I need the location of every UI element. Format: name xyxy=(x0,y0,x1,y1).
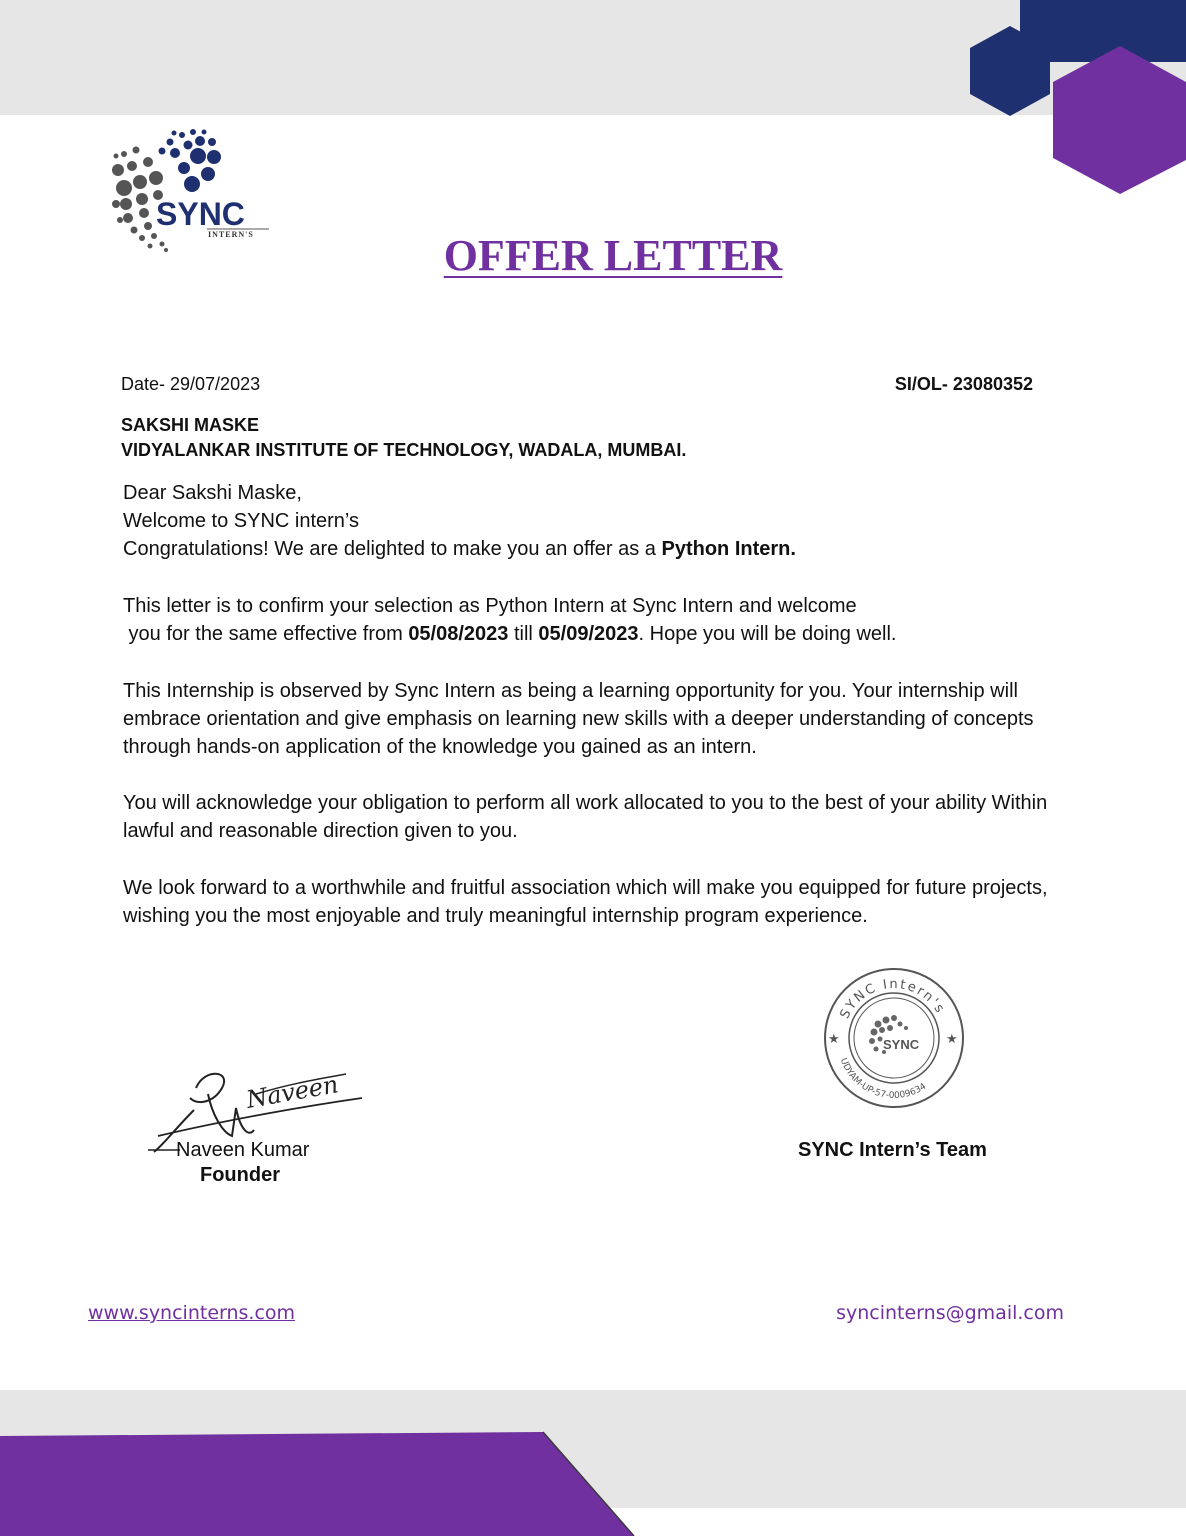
confirm-prefix: you for the same effective from xyxy=(123,623,409,645)
confirm-suffix: . Hope you will be doing well. xyxy=(638,623,897,645)
founder-role: Founder xyxy=(200,1164,280,1186)
recipient-name: SAKSHI MASKE xyxy=(121,415,260,435)
logo-text: SYNC xyxy=(156,196,245,232)
seal-top-text: SYNC Intern's xyxy=(837,976,948,1022)
seal-star-left-icon: ★ xyxy=(828,1031,840,1046)
reference-number: SI/OL- 23080352 xyxy=(894,374,1033,394)
role-title: Python Intern. xyxy=(661,538,796,560)
letter-opening xyxy=(123,479,1063,563)
bottom-band xyxy=(0,1390,1186,1508)
letter-date: Date- 29/07/2023 xyxy=(121,374,261,394)
closing-paragraph: We look forward to a worthwhile and fruitful association which will make you equipped for future projects, wishing you the most enjoyable and truly meaningful internship program experience. xyxy=(123,877,1048,927)
team-signoff: SYNC Intern’s Team xyxy=(798,1139,987,1161)
page-title: OFFER LETTER xyxy=(443,231,783,280)
learning-paragraph: This Internship is observed by Sync Intern as being a learning opportunity for you. Your internship will embrace orientation and give emphasis on learning new skills with a deeper understanding of concepts through hands-on application of the knowledge you gained as an intern. xyxy=(123,680,1034,758)
recipient-institution: VIDYALANKAR INSTITUTE OF TECHNOLOGY, WADALA, MUMBAI. xyxy=(121,440,687,460)
top-band xyxy=(0,0,1186,115)
seal-star-right-icon: ★ xyxy=(946,1031,958,1046)
salutation: Dear Sakshi Maske, xyxy=(123,482,302,504)
signature-script: Naveen xyxy=(244,1070,341,1114)
confirm-line-1: This letter is to confirm your selection as Python Intern at Sync Intern and welcome xyxy=(123,595,857,617)
seal-bottom-text: UDYAM-UP-57-0009634 xyxy=(837,1056,929,1102)
company-seal xyxy=(822,966,966,1110)
end-date: 05/09/2023 xyxy=(538,623,639,645)
till-text: till xyxy=(508,623,539,645)
welcome-line: Welcome to SYNC intern’s xyxy=(123,510,360,532)
website-link[interactable]: www.syncinterns.com xyxy=(88,1302,296,1324)
seal-center-text: SYNC xyxy=(883,1037,920,1052)
congratulations-line xyxy=(123,535,1063,563)
confirmation-paragraph xyxy=(123,592,1063,648)
email-link[interactable]: syncinterns@gmail.com xyxy=(836,1302,1064,1324)
confirm-line-2 xyxy=(123,620,1063,648)
founder-name: Naveen Kumar xyxy=(176,1139,310,1161)
logo-subtext: INTERN'S xyxy=(208,230,254,239)
start-date: 05/08/2023 xyxy=(408,623,509,645)
congratulations-text: Congratulations! We are delighted to make you an offer as a xyxy=(123,538,662,560)
obligation-paragraph: You will acknowledge your obligation to perform all work allocated to you to the best of your ability Within lawful and reasonable direction given to you. xyxy=(123,792,1048,842)
